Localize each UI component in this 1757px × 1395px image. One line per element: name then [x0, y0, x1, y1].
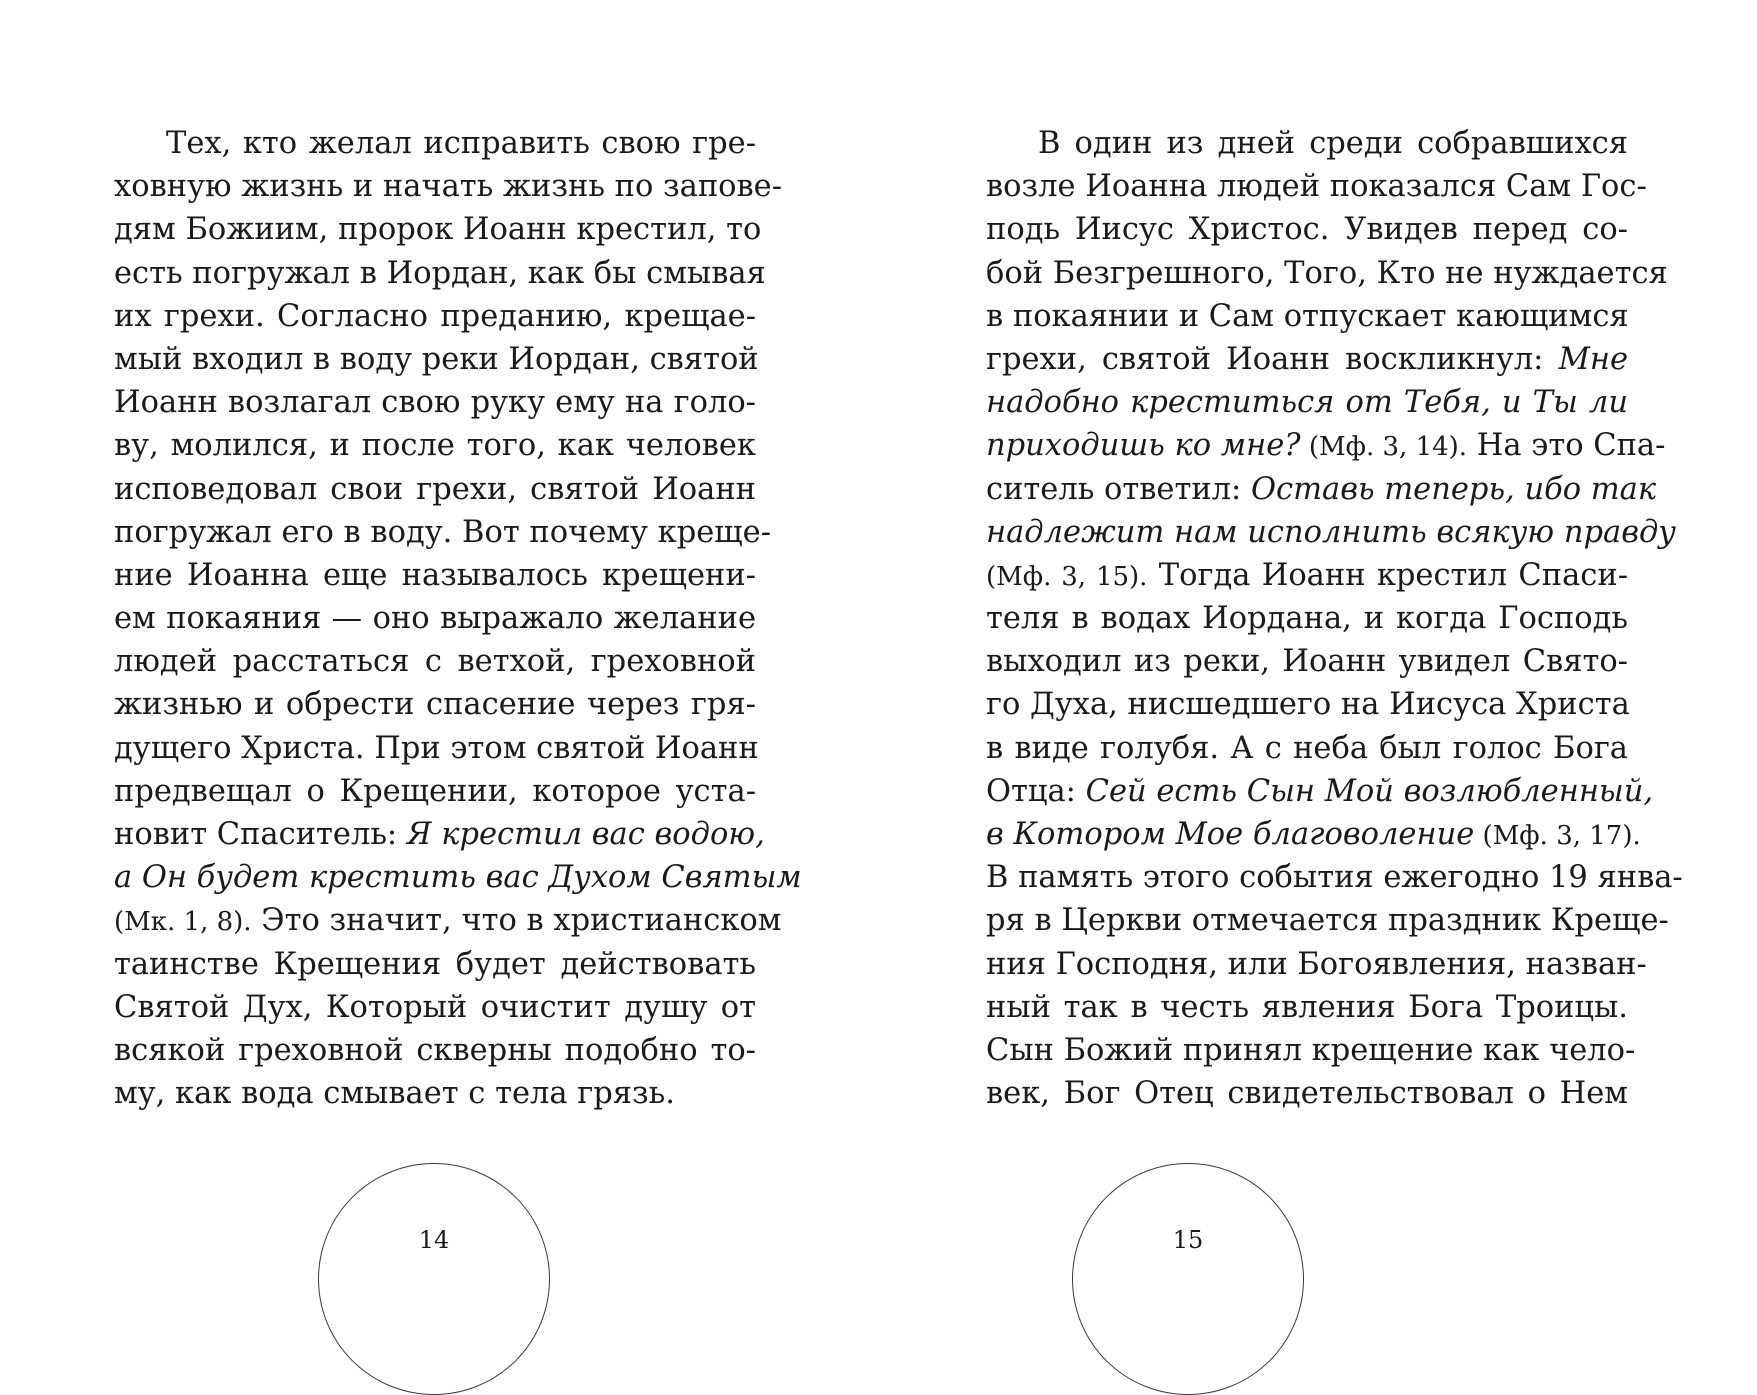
text-line [114, 640, 756, 683]
text-line [986, 1029, 1636, 1072]
text-line [114, 381, 756, 424]
text-line [986, 208, 1628, 251]
text-line [986, 381, 1628, 424]
text-segment: предвещал о Крещении, которое уста- [114, 773, 756, 809]
text-segment-italic: а Он будет крестить вас Духом Святым [114, 860, 802, 896]
page-number-circle [318, 1163, 550, 1395]
text-line [986, 899, 1669, 942]
text-segment: возле Иоанна людей показался Сам Гос- [986, 169, 1647, 205]
page-number: 14 [418, 1226, 450, 1254]
text-line [986, 424, 1666, 467]
text-line [986, 943, 1647, 986]
text-segment-italic: Оставь теперь, ибо так [1251, 471, 1657, 507]
text-line [114, 683, 756, 726]
text-segment: мый входил в воду реки Иордан, святой [114, 341, 759, 377]
text-segment-italic: надлежит нам исполнить всякую правду [986, 514, 1676, 550]
text-line [986, 770, 1654, 813]
text-segment: му, как вода смывает с тела грязь. [114, 1076, 675, 1112]
text-line [114, 424, 756, 467]
text-line [114, 511, 772, 554]
text-line [986, 813, 1641, 856]
text-segment: ный так в честь явления Бога Троицы. [986, 989, 1628, 1025]
text-line [114, 1072, 756, 1115]
text-segment: век, Бог Отец свидетельствовал о Нем [986, 1076, 1628, 1112]
text-segment-italic: Мне [1558, 341, 1628, 377]
text-line [986, 727, 1628, 770]
text-line [114, 856, 802, 899]
text-line [114, 252, 766, 295]
left-page [0, 0, 878, 1296]
text-segment: есть погружал в Иордан, как бы смывая [114, 255, 766, 291]
text-line [114, 727, 759, 770]
scripture-reference: (Мк. 1, 8). [114, 907, 252, 938]
text-segment-italic: надобно креститься от Тебя, и Ты ли [986, 385, 1628, 421]
text-segment: бой Безгрешного, Того, Кто не нуждается [986, 255, 1668, 291]
text-line [114, 122, 756, 165]
text-segment: исповедовал свои грехи, святой Иоанн [114, 471, 756, 507]
text-segment: ние Иоанна еще называлось крещени- [114, 557, 756, 593]
text-segment: погружал его в воду. Вот почему креще- [114, 514, 772, 550]
text-line [114, 295, 756, 338]
text-line [114, 813, 765, 856]
text-line [986, 122, 1628, 165]
text-segment: Тех, кто желал исправить свою гре- [166, 126, 756, 161]
text-segment: В память этого события ежегодно 19 янва- [986, 860, 1683, 896]
text-segment: таинстве Крещения будет действовать [114, 946, 756, 982]
text-segment: новит Спаситель: [114, 817, 407, 852]
text-line [114, 1029, 756, 1072]
text-line [986, 554, 1628, 597]
text-segment: Святой Дух, Который очистит душу от [114, 989, 756, 1025]
left-page-text [114, 122, 802, 1115]
text-segment: Сын Божий принял крещение как чело- [986, 1032, 1636, 1068]
text-segment: ховную жизнь и начать жизнь по запове- [114, 169, 783, 205]
scripture-reference: (Мф. 3, 15). [986, 561, 1148, 592]
right-page-text [986, 122, 1683, 1115]
text-segment: ния Господня, или Богоявления, назван- [986, 946, 1647, 982]
text-segment: дям Божиим, пророк Иоанн крестил, то [114, 212, 762, 248]
text-line [986, 683, 1628, 726]
text-segment: На это Спа- [1467, 428, 1666, 464]
text-segment: го Духа, нисшедшего на Иисуса Христа [986, 687, 1630, 723]
text-segment: грехи, святой Иоанн воскликнул: [986, 341, 1559, 377]
text-line [986, 338, 1628, 381]
text-line [114, 554, 756, 597]
text-line [114, 338, 759, 381]
scripture-reference: (Мф. 3, 14). [1300, 432, 1468, 463]
text-segment: дущего Христа. При этом святой Иоанн [114, 730, 759, 766]
text-segment-italic: в Котором Мое благоволение [986, 817, 1475, 852]
text-segment: подь Иисус Христос. Увидев перед со- [986, 212, 1628, 248]
right-page [878, 0, 1757, 1296]
text-segment: в покаянии и Сам отпускает кающимся [986, 298, 1629, 334]
text-line [114, 770, 756, 813]
text-segment: Это значит, что в христианском [251, 903, 782, 939]
page-number-circle [1072, 1163, 1304, 1395]
text-line [986, 295, 1628, 338]
text-segment: В один из дней среди собравшихся [1038, 126, 1628, 161]
text-segment: ву, молился, и после того, как человек [114, 428, 756, 464]
text-line [986, 511, 1676, 554]
text-segment-italic: Сей есть Сын Мой возлюбленный, [1085, 773, 1654, 809]
text-segment: ем покаяния — оно выражало желание [114, 601, 756, 637]
text-line [986, 252, 1668, 295]
text-segment: ситель ответил: [986, 471, 1252, 507]
text-line [986, 1072, 1628, 1115]
text-segment: их грехи. Согласно преданию, крещае- [114, 298, 756, 334]
text-segment: жизнью и обрести спасение через гря- [114, 687, 756, 723]
text-line [114, 208, 762, 251]
text-segment: людей расстаться с ветхой, греховной [114, 644, 756, 680]
text-line [114, 986, 756, 1029]
text-line [986, 165, 1647, 208]
page-number: 15 [1172, 1226, 1204, 1254]
text-segment-italic: приходишь ко мне? [986, 428, 1301, 464]
text-segment: выходил из реки, Иоанн увидел Свято- [986, 644, 1628, 680]
text-segment-italic: Я крестил вас водою, [406, 817, 765, 852]
text-segment: ря в Церкви отмечается праздник Креще- [986, 903, 1669, 939]
text-line [114, 943, 756, 986]
text-segment: в виде голубя. А с неба был голос Бога [986, 730, 1628, 766]
text-segment: Отца: [986, 773, 1086, 809]
text-line [114, 165, 783, 208]
text-segment: всякой греховной скверны подобно то- [114, 1032, 756, 1068]
text-line [114, 899, 782, 942]
text-line [986, 640, 1628, 683]
text-line [986, 986, 1628, 1029]
text-segment: Тогда Иоанн крестил Спаси- [1147, 557, 1629, 593]
text-line [114, 597, 756, 640]
text-segment: Иоанн возлагал свою руку ему на голо- [114, 385, 756, 421]
text-line [986, 856, 1683, 899]
scripture-reference: (Мф. 3, 17). [1474, 821, 1641, 851]
text-line [114, 468, 756, 511]
text-line [986, 468, 1657, 511]
text-segment: теля в водах Иордана, и когда Господь [986, 601, 1628, 637]
text-line [986, 597, 1628, 640]
